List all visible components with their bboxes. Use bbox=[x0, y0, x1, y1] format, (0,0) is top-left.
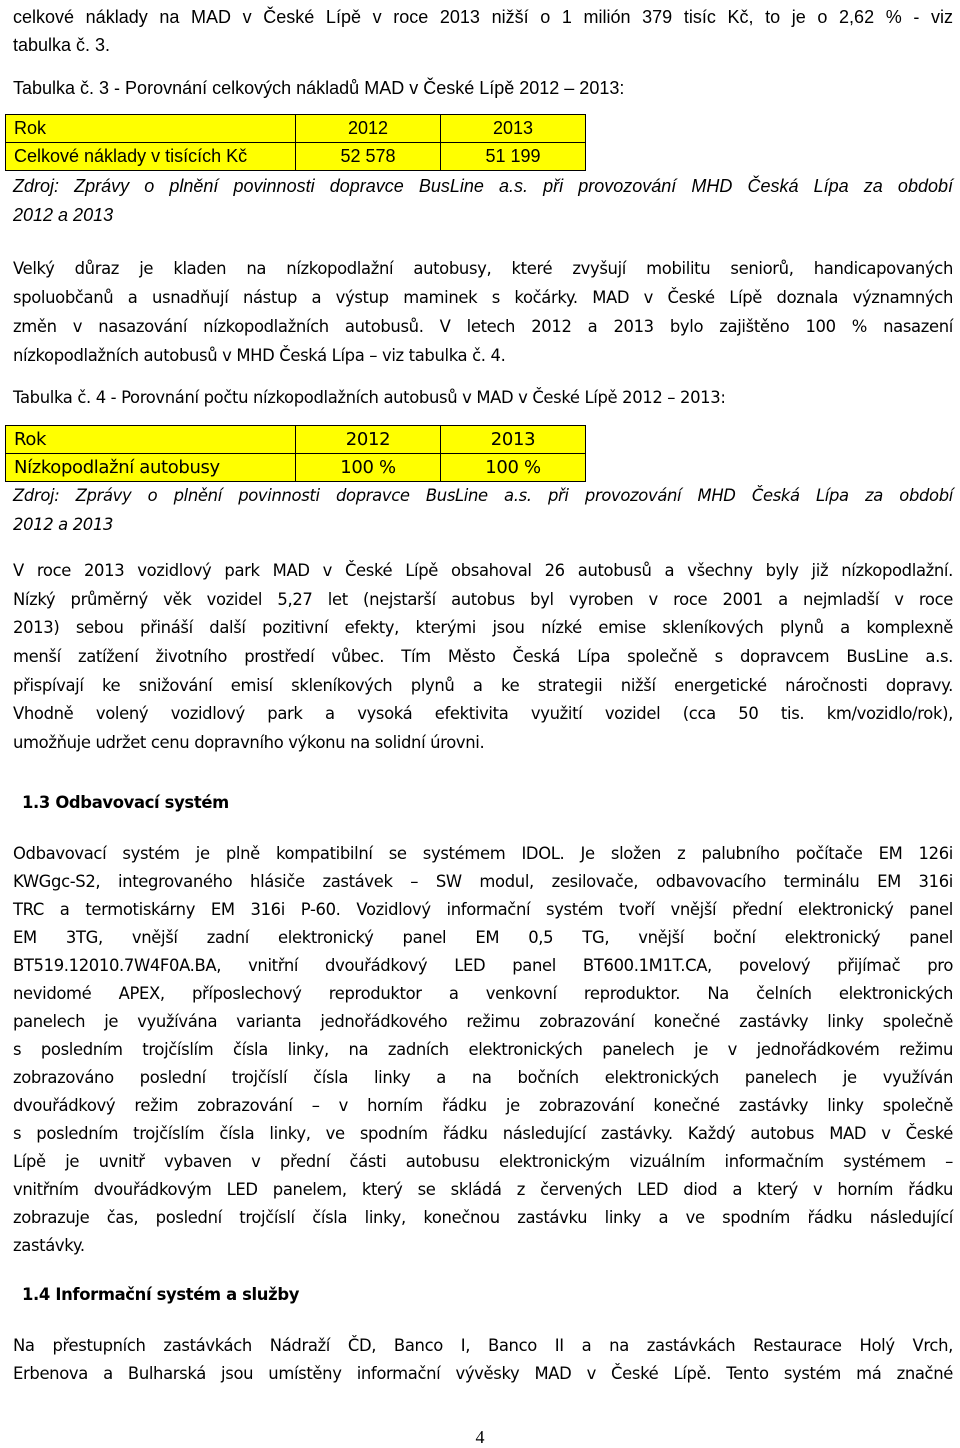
table-cell: 100 % bbox=[296, 454, 441, 482]
table-3-caption: Tabulka č. 3 - Porovnání celkových nákladů MAD v České Lípě 2012 – 2013: bbox=[13, 78, 625, 98]
table-cell: 52 578 bbox=[296, 143, 441, 171]
fleet-line-6: Vhodně volený vozidlový park a vysoká efektivita využití vozidel (cca 50 tis. km/vozidlo/rok), bbox=[13, 704, 953, 723]
table-cell: Nízkopodlažní autobusy bbox=[6, 454, 296, 482]
lowfloor-line-3: změn v nasazování nízkopodlažních autobusů. V letech 2012 a 2013 bylo zajištěno 100 % nasazení bbox=[13, 317, 953, 336]
table-3-source-line-2: 2012 a 2013 bbox=[13, 205, 114, 225]
section-1-4-line-1: Na přestupních zastávkách Nádraží ČD, Banco I, Banco II a na zastávkách Restaurace Holý Vrch, bbox=[13, 1336, 953, 1355]
table-3 bbox=[5, 114, 586, 171]
section-1-3-line: TRC a termotiskárny EM 316i P-60. Vozidlový informační systém tvoří vnější přední elektronický panel bbox=[13, 900, 953, 919]
table-cell: 2012 bbox=[296, 426, 441, 454]
section-1-4-line-2: Erbenova a Bulharská jsou umístěny informační vývěsky MAD v České Lípě. Tento systém má značné bbox=[13, 1364, 953, 1383]
section-1-3-line: zastávky. bbox=[13, 1236, 85, 1255]
table-cell: 2013 bbox=[441, 115, 586, 143]
section-1-3-line: s posledním trojčíslím čísla linky, ve spodním řádku následující zastávky. Každý autobus MAD v České bbox=[13, 1124, 953, 1143]
fleet-line-3: 2013) sebou přináší další pozitivní efekty, kterými jsou nízké emise skleníkových plynů a komplexně bbox=[13, 618, 953, 637]
table-row bbox=[6, 143, 586, 171]
lowfloor-line-2: spoluobčanů a usnadňují nástup a výstup maminek s kočárky. MAD v České Lípě doznala významných bbox=[13, 288, 953, 307]
table-row bbox=[6, 115, 586, 143]
section-1-3-line: zobrazuje čas, poslední trojčíslí čísla linky, konečnou zastávku linky a ve spodním řádku následující bbox=[13, 1208, 953, 1227]
table-cell: Rok bbox=[6, 426, 296, 454]
section-1-3-line: KWGgc-S2, integrovaného hlásiče zastávek – SW modul, zesilovače, odbavovacího terminálu EM 316i bbox=[13, 872, 953, 891]
table-3-source-line-1: Zdroj: Zprávy o plnění povinnosti dopravce BusLine a.s. při provozování MHD Česká Lípa za období bbox=[13, 176, 953, 196]
lowfloor-line-1: Velký důraz je kladen na nízkopodlažní autobusy, které zvyšují mobilitu seniorů, handicapovaných bbox=[13, 259, 953, 278]
table-cell: Rok bbox=[6, 115, 296, 143]
section-1-3-line: dvouřádkový režim zobrazování – v horním řádku je zobrazování konečné zastávky linky společně bbox=[13, 1096, 953, 1115]
table-cell: 2012 bbox=[296, 115, 441, 143]
section-1-3-line: EM 3TG, vnější zadní elektronický panel EM 0,5 TG, vnější boční elektronický panel bbox=[13, 928, 953, 947]
fleet-line-1: V roce 2013 vozidlový park MAD v České Lípě obsahoval 26 autobusů a všechny byly již nízkopodlažní. bbox=[13, 561, 953, 580]
section-heading-1-4: 1.4 Informační systém a služby bbox=[22, 1285, 300, 1304]
section-1-3-line: nevidomé APEX, příposlechový reproduktor a venkovní reproduktor. Na čelních elektronických bbox=[13, 984, 953, 1003]
fleet-line-2: Nízký průměrný věk vozidel 5,27 let (nejstarší autobus byl vyroben v roce 2001 a nejmladší v roce bbox=[13, 590, 953, 609]
table-4-caption: Tabulka č. 4 - Porovnání počtu nízkopodlažních autobusů v MAD v České Lípě 2012 – 2013: bbox=[13, 388, 726, 407]
section-1-3-line: BT519.12010.7W4F0A.BA, vnitřní dvouřádkový LED panel BT600.1M1T.CA, povelový přijímač pro bbox=[13, 956, 953, 975]
table-cell: 2013 bbox=[441, 426, 586, 454]
fleet-line-4: menší zatížení životního prostředí vůbec. Tím Město Česká Lípa společně s dopravcem BusLine a.s. bbox=[13, 647, 953, 666]
table-cell: 51 199 bbox=[441, 143, 586, 171]
fleet-line-7: umožňuje udržet cenu dopravního výkonu na solidní úrovni. bbox=[13, 733, 485, 752]
page-number: 4 bbox=[475, 1427, 485, 1447]
table-4-source-line-2: 2012 a 2013 bbox=[13, 515, 114, 534]
section-heading-1-3: 1.3 Odbavovací systém bbox=[22, 793, 229, 812]
table-cell: Celkové náklady v tisících Kč bbox=[6, 143, 296, 171]
section-1-3-line: panelech je využívána varianta jednořádkového režimu zobrazování konečné zastávky linky společně bbox=[13, 1012, 953, 1031]
table-row bbox=[6, 454, 586, 482]
intro-line-2: tabulka č. 3. bbox=[13, 35, 111, 55]
intro-line-1: celkové náklady na MAD v České Lípě v roce 2013 nižší o 1 milión 379 tisíc Kč, to je o 2,62 % - viz bbox=[13, 7, 953, 27]
lowfloor-line-4: nízkopodlažních autobusů v MHD Česká Lípa – viz tabulka č. 4. bbox=[13, 346, 506, 365]
section-1-3-line: Lípě je uvnitř vybaven v přední části autobusu elektronickým vizuálním informačním systémem – bbox=[13, 1152, 953, 1171]
table-cell: 100 % bbox=[441, 454, 586, 482]
table-row bbox=[6, 426, 586, 454]
section-1-3-line: zobrazováno poslední trojčíslí čísla linky a na bočních elektronických panelech je využíván bbox=[13, 1068, 953, 1087]
table-4-source-line-1: Zdroj: Zprávy o plnění povinnosti dopravce BusLine a.s. při provozování MHD Česká Lípa za období bbox=[13, 486, 953, 505]
fleet-line-5: přispívají ke snižování emisí skleníkových plynů a ke strategii nižší energetické náročnosti dopravy. bbox=[13, 676, 953, 695]
table-4 bbox=[5, 425, 586, 482]
section-1-3-line: Odbavovací systém je plně kompatibilní se systémem IDOL. Je složen z palubního počítače EM 126i bbox=[13, 844, 953, 863]
section-1-3-line: vnitřním dvouřádkovým LED panelem, který se skládá z červených LED diod a který v horním řádku bbox=[13, 1180, 953, 1199]
section-1-3-line: s posledním trojčíslím čísla linky, na zadních elektronických panelech je v jednořádkovém režimu bbox=[13, 1040, 953, 1059]
